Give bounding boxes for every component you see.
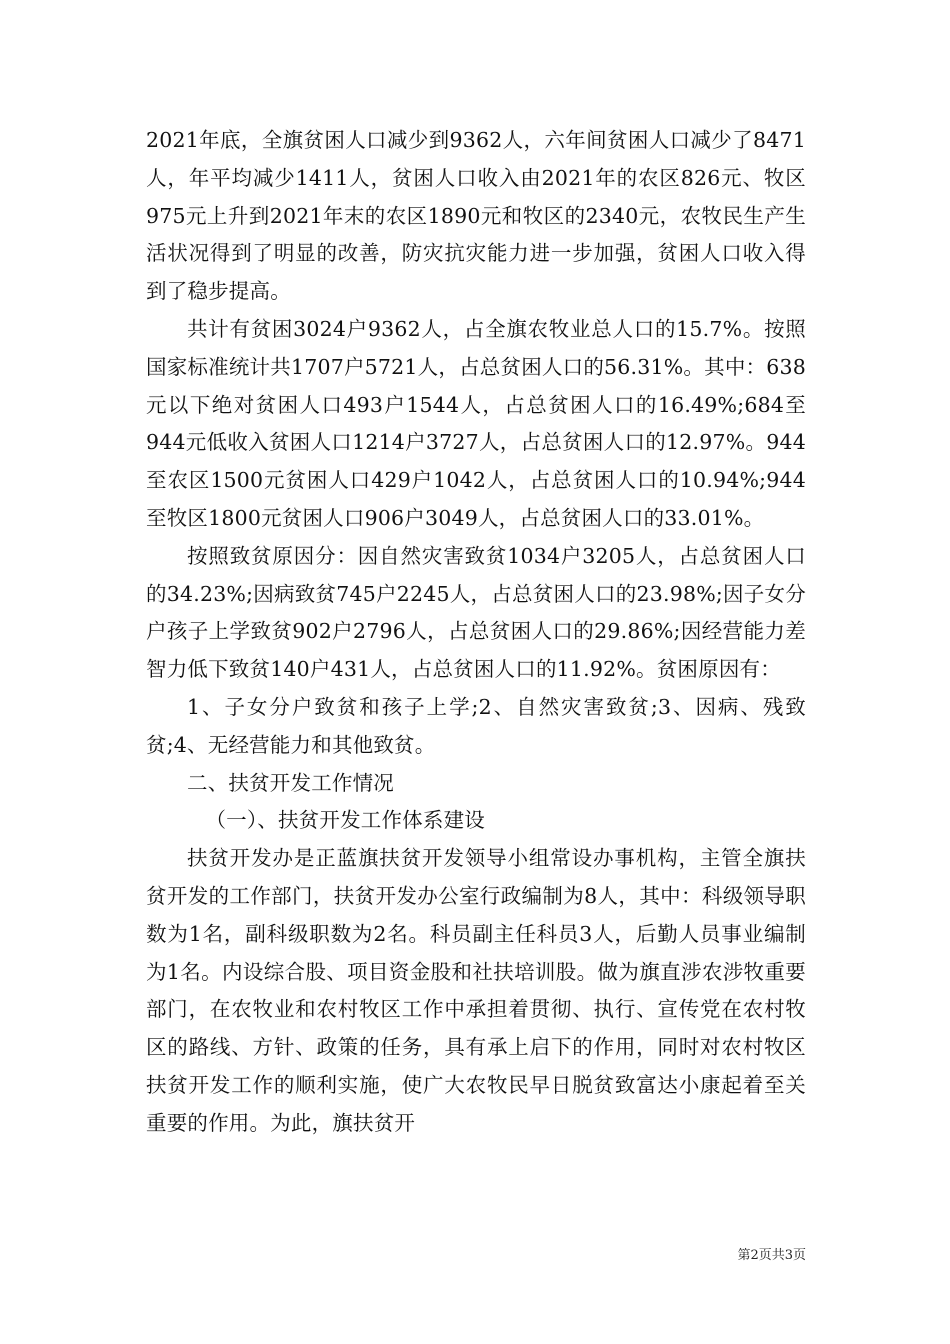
paragraph-poverty-statistics: 共计有贫困3024户9362人，占全旗农牧业总人口的15.7%。按照国家标准统计共1707户5721人，占总贫困人口的56.31%。其中：638元以下绝对贫困人口493户1544人，占总贫困人口的16.49%;684至944元低收入贫困人口1214户3727人，占总贫困人口的12.97%。944至农区1500元贫困人口429户1042人，占总贫困人口的10.94%;944至牧区1800元贫困人口906户3049人，占总贫困人口的33.01%。 xyxy=(146,316,806,530)
paragraph-cause-list: 1、子女分户致贫和孩子上学;2、自然灾害致贫;3、因病、残致贫;4、无经营能力和其他致贫。 xyxy=(146,694,806,757)
page-number-footer: 第2页共3页 xyxy=(737,1248,806,1263)
section-heading-2: 二、扶贫开发工作情况 xyxy=(187,770,394,795)
subsection-heading-1: （一）、扶贫开发工作体系建设 xyxy=(205,808,485,833)
document-body xyxy=(146,122,806,1143)
paragraph-poverty-reduction: 2021年底，全旗贫困人口减少到9362人，六年间贫困人口减少了8471人，年平均减少1411人，贫困人口收入由2021年的农区826元、牧区975元上升到2021年末的农区1890元和牧区的2340元，农牧民生产生活状况得到了明显的改善，防灾抗灾能力进一步加强，贫困人口收入得到了稳步提高。 xyxy=(146,128,806,304)
paragraph-poverty-causes: 按照致贫原因分：因自然灾害致贫1034户3205人，占总贫困人口的34.23%;因病致贫745户2245人，占总贫困人口的23.98%;因子女分户孩子上学致贫902户2796人，占总贫困人口的29.86%;因经营能力差智力低下致贫140户431人，占总贫困人口的11.92%。贫困原因有： xyxy=(146,543,806,682)
paragraph-work-system: 扶贫开发办是正蓝旗扶贫开发领导小组常设办事机构，主管全旗扶贫开发的工作部门，扶贫开发办公室行政编制为8人，其中：科级领导职数为1名，副科级职数为2名。科员副主任科员3人，后勤人员事业编制为1名。内设综合股、项目资金股和社扶培训股。做为旗直涉农涉牧重要部门，在农牧业和农村牧区工作中承担着贯彻、执行、宣传党在农村牧区的路线、方针、政策的任务，具有承上启下的作用，同时对农村牧区扶贫开发工作的顺利实施，使广大农牧民早日脱贫致富达小康起着至关重要的作用。为此，旗扶贫开 xyxy=(146,846,806,1135)
